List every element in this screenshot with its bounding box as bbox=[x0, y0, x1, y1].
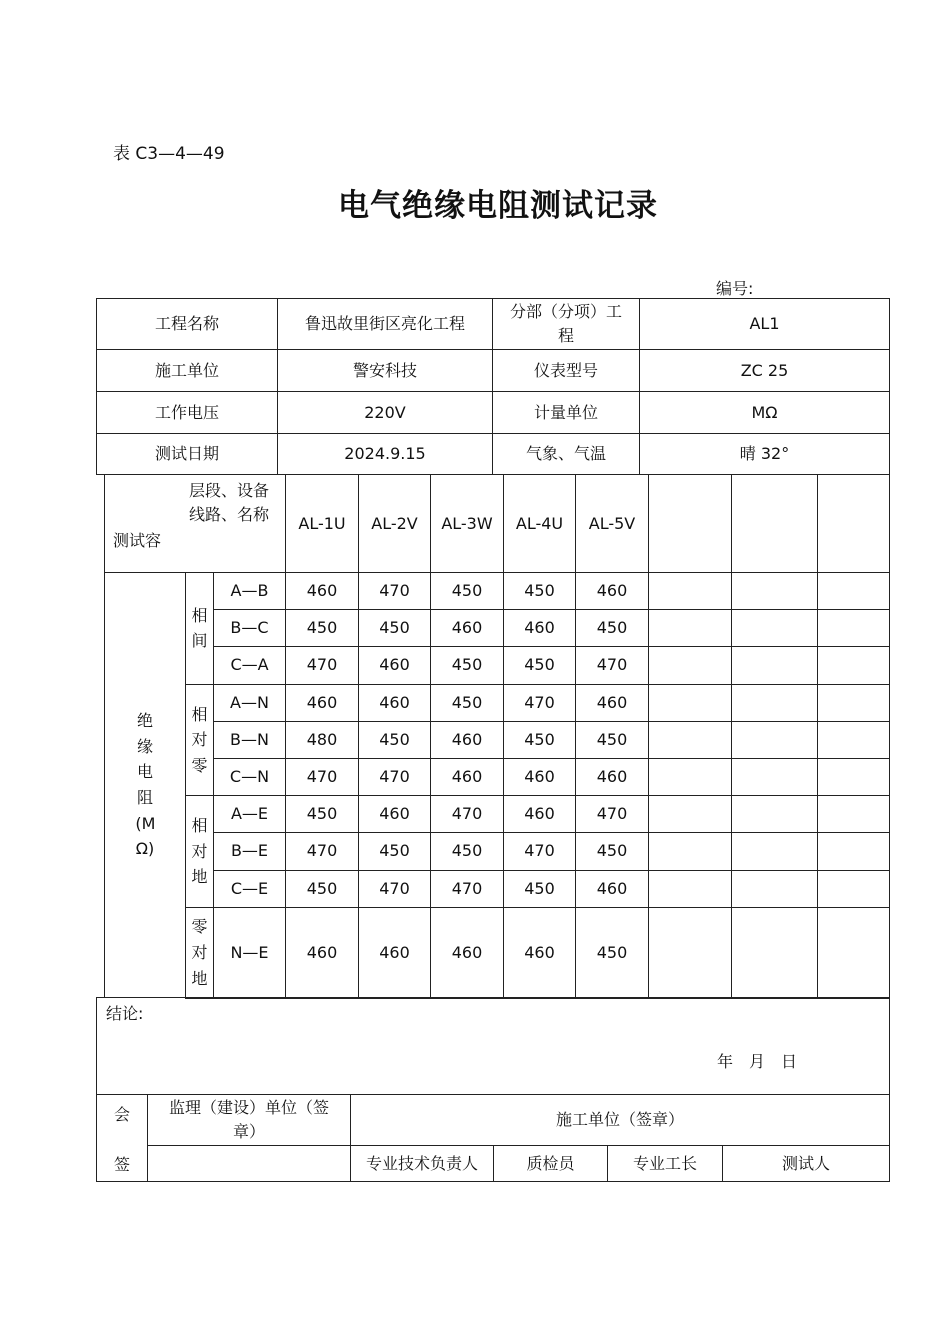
empty-measurement-cell bbox=[731, 870, 818, 908]
measurement-value: 460 bbox=[430, 758, 504, 796]
phase-pair-label: C—E bbox=[213, 870, 286, 908]
measurement-value: 460 bbox=[285, 572, 359, 610]
empty-measurement-cell bbox=[731, 832, 818, 870]
weather-label: 气象、气温 bbox=[492, 433, 640, 475]
meter-model-label: 仪表型号 bbox=[492, 349, 640, 392]
unit-value: MΩ bbox=[639, 391, 890, 434]
date-value: 2024.9.15 bbox=[277, 433, 493, 475]
empty-column-header bbox=[731, 474, 818, 573]
empty-measurement-cell bbox=[648, 907, 732, 999]
measurement-value: 460 bbox=[430, 721, 504, 759]
measurement-value: 470 bbox=[358, 572, 431, 610]
empty-measurement-cell bbox=[648, 684, 732, 722]
measurement-value: 470 bbox=[430, 795, 504, 833]
measurement-value: 450 bbox=[285, 795, 359, 833]
header-line-2: 线路、名称 bbox=[189, 505, 270, 524]
measurement-value: 450 bbox=[358, 721, 431, 759]
measurement-value: 460 bbox=[285, 907, 359, 999]
measurement-value: 460 bbox=[575, 870, 649, 908]
empty-measurement-cell bbox=[817, 646, 890, 684]
weather-value: 晴 32° bbox=[639, 433, 890, 475]
phase-pair-label: N—E bbox=[213, 907, 286, 999]
measurement-value: 470 bbox=[358, 870, 431, 908]
contractor-label: 施工单位 bbox=[96, 349, 278, 392]
measurement-value: 470 bbox=[358, 758, 431, 796]
measurement-value: 470 bbox=[575, 646, 649, 684]
conclusion-date-line: 年 月 日 bbox=[717, 1052, 798, 1071]
empty-measurement-cell bbox=[817, 572, 890, 610]
empty-measurement-cell bbox=[817, 609, 890, 647]
header-line-3: 测试容 bbox=[113, 531, 162, 550]
group-label-text: 相对地 bbox=[191, 816, 208, 887]
header-diagonal-cell bbox=[104, 474, 286, 573]
measurement-value: 450 bbox=[503, 870, 576, 908]
measurement-value: 450 bbox=[430, 646, 504, 684]
supervisor-label: 监理（建设）单位（签章） bbox=[147, 1094, 351, 1146]
measurement-value: 460 bbox=[575, 758, 649, 796]
measurement-value: 450 bbox=[575, 832, 649, 870]
empty-measurement-cell bbox=[817, 907, 890, 999]
empty-measurement-cell bbox=[731, 572, 818, 610]
group-label bbox=[185, 684, 214, 797]
measurement-value: 460 bbox=[503, 907, 576, 999]
measurement-value: 460 bbox=[285, 684, 359, 722]
empty-measurement-cell bbox=[817, 832, 890, 870]
insulation-resistance-text: 绝缘电阻(MΩ) bbox=[135, 711, 156, 859]
unit-label: 计量单位 bbox=[492, 391, 640, 434]
measurement-value: 480 bbox=[285, 721, 359, 759]
measurement-value: 450 bbox=[575, 907, 649, 999]
insulation-resistance-label bbox=[104, 572, 186, 998]
measurement-value: 460 bbox=[358, 907, 431, 999]
column-header: AL-5V bbox=[575, 474, 649, 573]
voltage-label: 工作电压 bbox=[96, 391, 278, 434]
supervisor-signature-cell bbox=[147, 1145, 351, 1182]
empty-measurement-cell bbox=[817, 721, 890, 759]
date-label: 测试日期 bbox=[96, 433, 278, 475]
project-name-value: 鲁迅故里街区亮化工程 bbox=[277, 298, 493, 350]
page-title: 电气绝缘电阻测试记录 bbox=[338, 188, 658, 224]
measurement-value: 450 bbox=[285, 609, 359, 647]
countersign-top-char: 会 bbox=[114, 1105, 131, 1124]
empty-measurement-cell bbox=[731, 907, 818, 999]
measurement-value: 470 bbox=[285, 832, 359, 870]
empty-measurement-cell bbox=[648, 832, 732, 870]
measurement-value: 460 bbox=[575, 572, 649, 610]
subproject-value: AL1 bbox=[639, 298, 890, 350]
empty-measurement-cell bbox=[731, 684, 818, 722]
empty-measurement-cell bbox=[817, 684, 890, 722]
empty-measurement-cell bbox=[648, 609, 732, 647]
role-technical-lead: 专业技术负责人 bbox=[350, 1145, 494, 1182]
phase-pair-label: C—N bbox=[213, 758, 286, 796]
empty-column-header bbox=[648, 474, 732, 573]
measurement-value: 460 bbox=[503, 795, 576, 833]
empty-measurement-cell bbox=[648, 572, 732, 610]
group-label bbox=[185, 795, 214, 908]
role-foreman: 专业工长 bbox=[607, 1145, 723, 1182]
measurement-value: 450 bbox=[503, 721, 576, 759]
measurement-value: 470 bbox=[503, 684, 576, 722]
column-header: AL-3W bbox=[430, 474, 504, 573]
measurement-value: 450 bbox=[358, 832, 431, 870]
measurement-value: 460 bbox=[430, 907, 504, 999]
measurement-value: 460 bbox=[503, 758, 576, 796]
measurement-value: 450 bbox=[430, 684, 504, 722]
subproject-label: 分部（分项）工程 bbox=[492, 298, 640, 350]
empty-measurement-cell bbox=[731, 721, 818, 759]
measurement-value: 460 bbox=[358, 684, 431, 722]
empty-measurement-cell bbox=[731, 795, 818, 833]
group-label-text: 相间 bbox=[191, 605, 208, 651]
phase-pair-label: A—N bbox=[213, 684, 286, 722]
countersign-side-label bbox=[96, 1094, 148, 1182]
measurement-value: 450 bbox=[575, 721, 649, 759]
measurement-value: 460 bbox=[430, 609, 504, 647]
group-label bbox=[185, 572, 214, 685]
countersign-bottom-char: 签 bbox=[114, 1155, 131, 1174]
measurement-value: 450 bbox=[575, 609, 649, 647]
column-header: AL-1U bbox=[285, 474, 359, 573]
measurement-value: 450 bbox=[430, 572, 504, 610]
form-code: 表 C3—4—49 bbox=[113, 144, 225, 164]
measurement-value: 470 bbox=[503, 832, 576, 870]
column-header: AL-4U bbox=[503, 474, 576, 573]
meter-model-value: ZC 25 bbox=[639, 349, 890, 392]
voltage-value: 220V bbox=[277, 391, 493, 434]
group-label-text: 零对地 bbox=[191, 917, 208, 988]
measurement-value: 450 bbox=[285, 870, 359, 908]
group-label-text: 相对零 bbox=[191, 704, 208, 775]
measurement-value: 460 bbox=[358, 646, 431, 684]
measurement-value: 460 bbox=[575, 684, 649, 722]
contractor-seal-label: 施工单位（签章） bbox=[350, 1094, 890, 1146]
conclusion-label: 结论: bbox=[106, 1004, 144, 1023]
measurement-value: 470 bbox=[285, 646, 359, 684]
serial-number-label: 编号: bbox=[716, 279, 754, 298]
empty-measurement-cell bbox=[648, 758, 732, 796]
phase-pair-label: B—N bbox=[213, 721, 286, 759]
role-inspector: 质检员 bbox=[493, 1145, 608, 1182]
phase-pair-label: B—C bbox=[213, 609, 286, 647]
empty-measurement-cell bbox=[648, 795, 732, 833]
empty-measurement-cell bbox=[817, 870, 890, 908]
group-label bbox=[185, 907, 214, 999]
empty-measurement-cell bbox=[648, 721, 732, 759]
measurement-value: 460 bbox=[503, 609, 576, 647]
empty-measurement-cell bbox=[648, 870, 732, 908]
measurement-value: 450 bbox=[358, 609, 431, 647]
measurement-value: 450 bbox=[430, 832, 504, 870]
empty-measurement-cell bbox=[817, 758, 890, 796]
phase-pair-label: A—B bbox=[213, 572, 286, 610]
conclusion-box bbox=[96, 997, 890, 1095]
phase-pair-label: B—E bbox=[213, 832, 286, 870]
empty-measurement-cell bbox=[648, 646, 732, 684]
measurement-value: 450 bbox=[503, 646, 576, 684]
measurement-value: 470 bbox=[430, 870, 504, 908]
column-header: AL-2V bbox=[358, 474, 431, 573]
measurement-value: 470 bbox=[285, 758, 359, 796]
phase-pair-label: C—A bbox=[213, 646, 286, 684]
contractor-value: 警安科技 bbox=[277, 349, 493, 392]
phase-pair-label: A—E bbox=[213, 795, 286, 833]
measurement-value: 450 bbox=[503, 572, 576, 610]
empty-measurement-cell bbox=[731, 609, 818, 647]
measurement-value: 460 bbox=[358, 795, 431, 833]
empty-measurement-cell bbox=[731, 758, 818, 796]
empty-measurement-cell bbox=[817, 795, 890, 833]
measurement-value: 470 bbox=[575, 795, 649, 833]
empty-measurement-cell bbox=[731, 646, 818, 684]
empty-column-header bbox=[817, 474, 890, 573]
role-tester: 测试人 bbox=[722, 1145, 890, 1182]
header-line-1: 层段、设备 bbox=[189, 481, 270, 500]
project-name-label: 工程名称 bbox=[96, 298, 278, 350]
